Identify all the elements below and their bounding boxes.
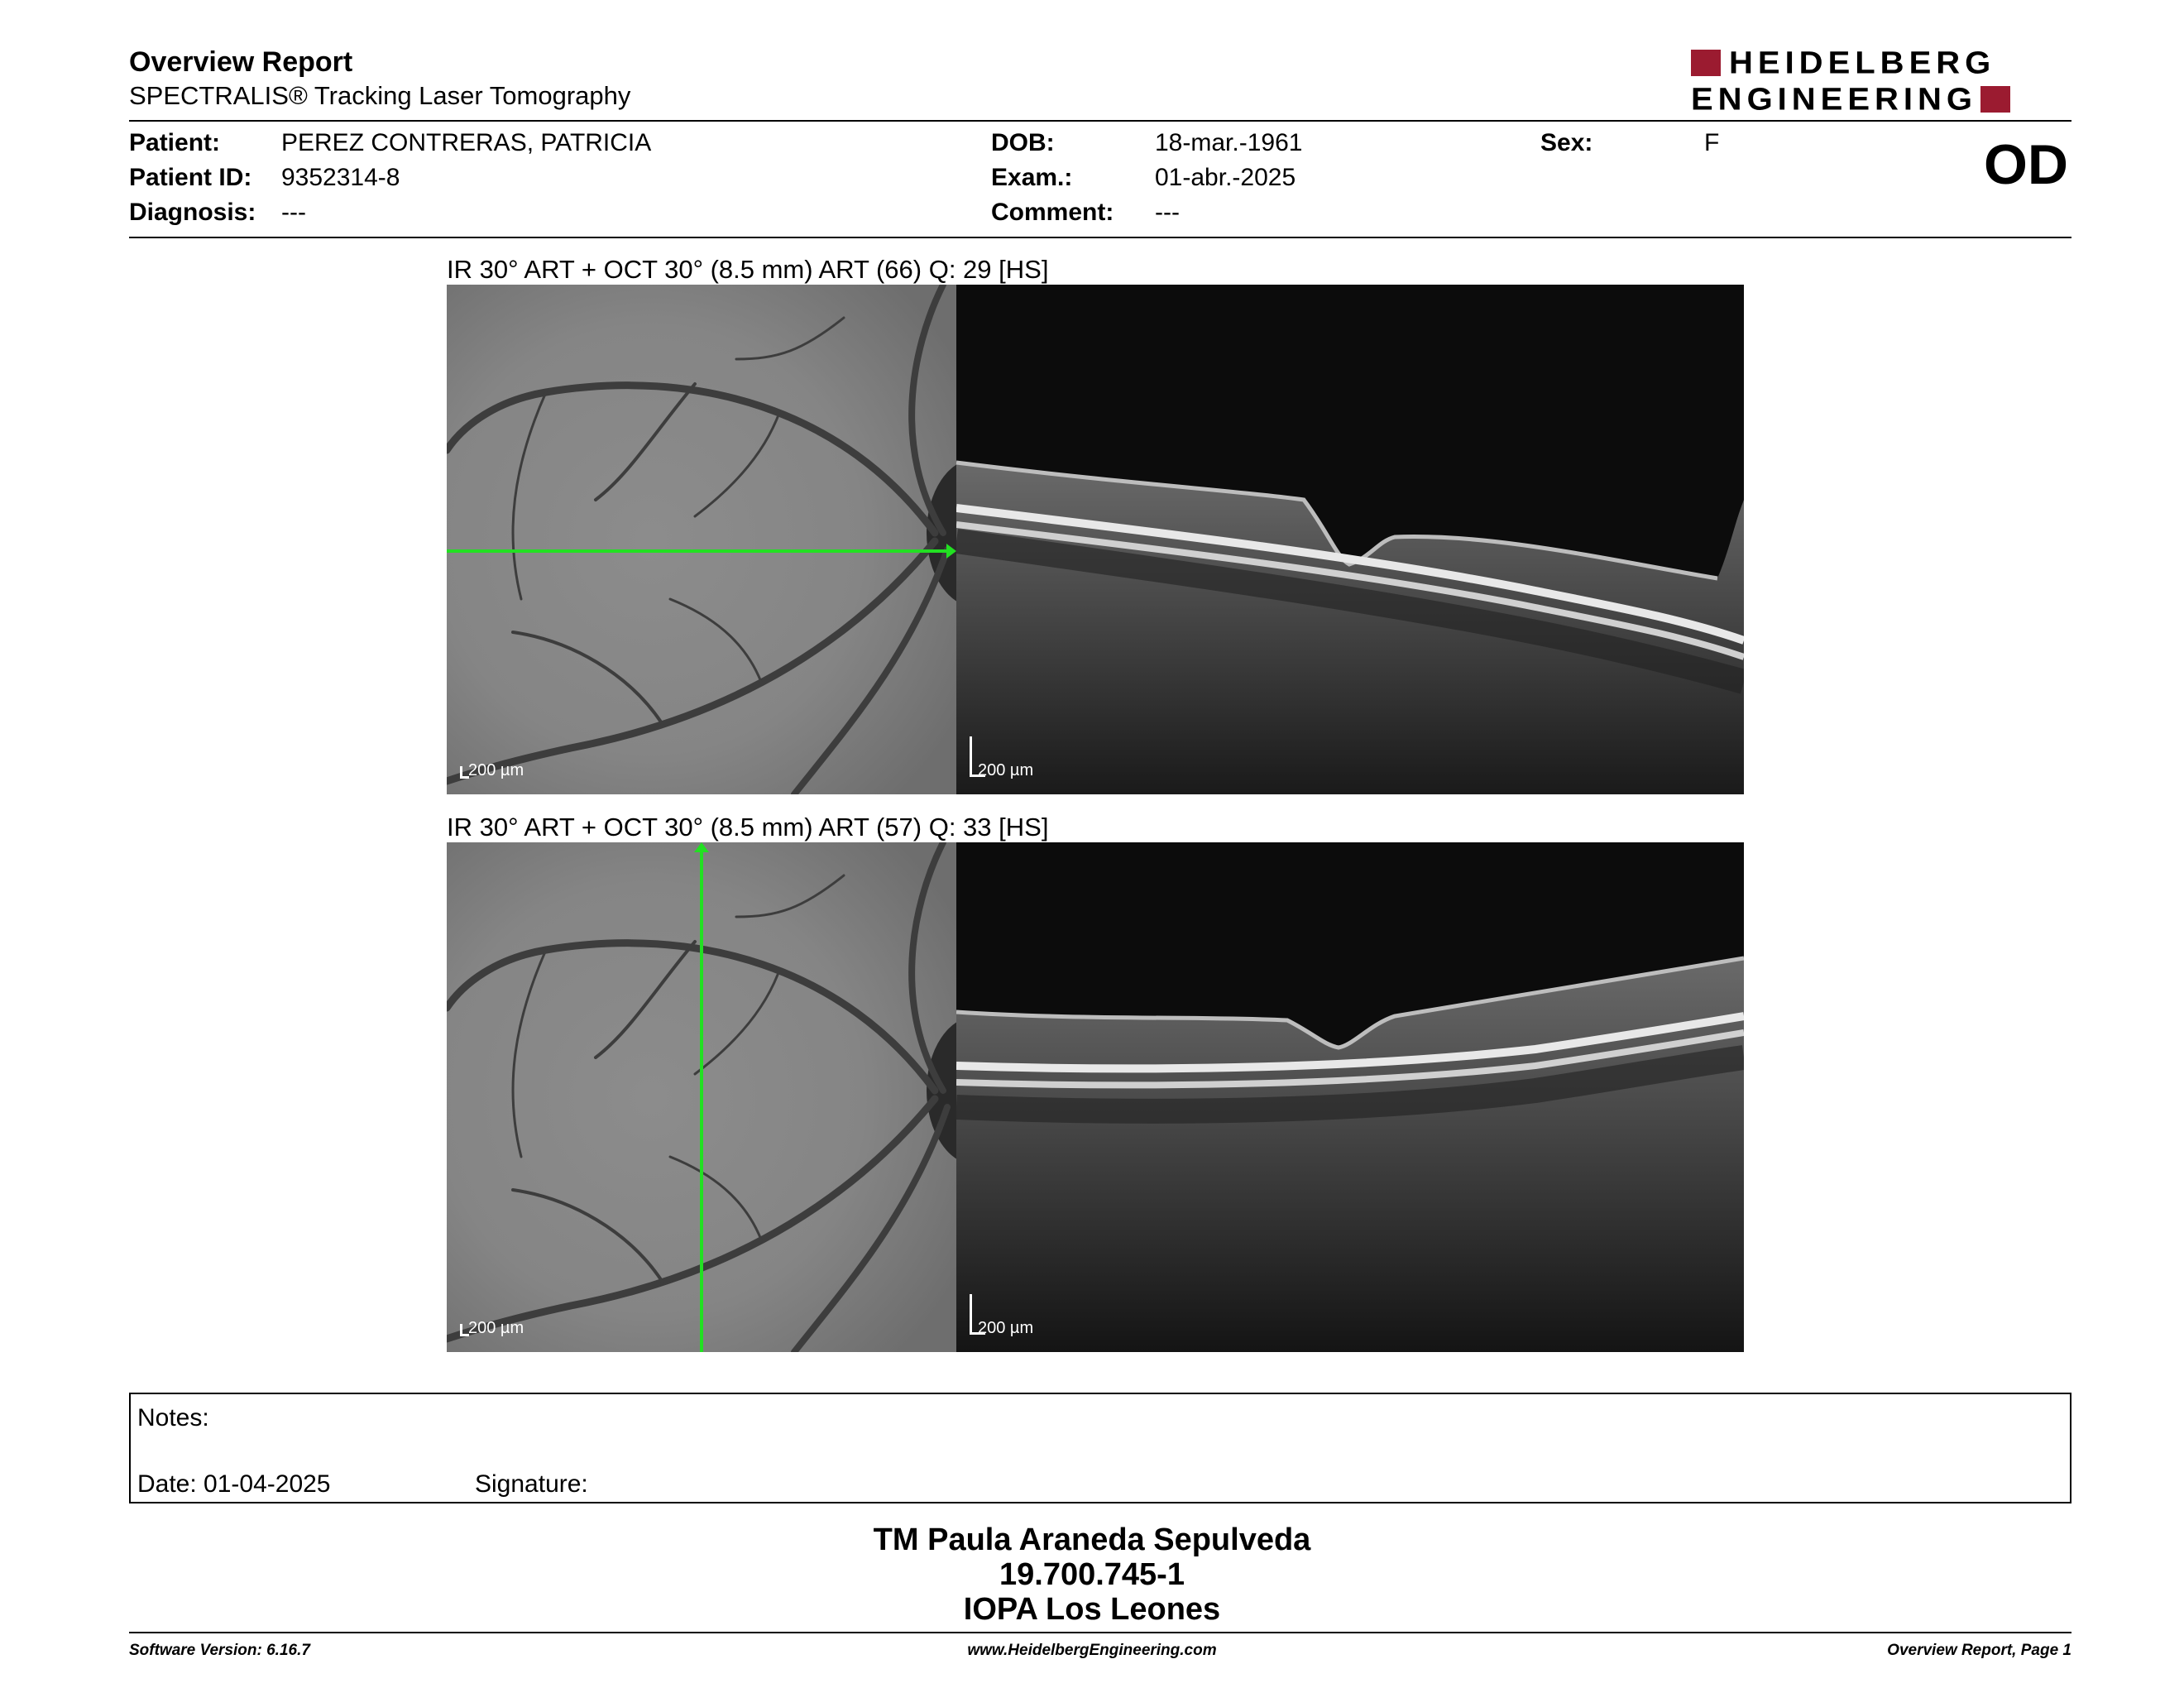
date-label: Date: 01-04-2025 — [137, 1470, 331, 1498]
software-version: Software Version: 6.16.7 — [129, 1642, 310, 1659]
signatory-name: TM Paula Araneda Sepulveda — [873, 1523, 1311, 1557]
scan-title: IR 30° ART + OCT 30° (8.5 mm) ART (57) Q: 33 [HS] — [447, 813, 1049, 842]
dob-label: DOB: — [991, 129, 1055, 156]
heidelberg-logo — [1691, 46, 2071, 116]
oct-scale-label: 200 µm — [978, 1319, 1034, 1337]
info-divider — [129, 237, 2071, 238]
dob-value: 18-mar.-1961 — [1155, 129, 1303, 156]
report-title: Overview Report — [129, 46, 353, 78]
diagnosis-value: --- — [281, 199, 306, 226]
ir-scale-label: 200 µm — [468, 761, 524, 779]
ir-scale-label: 200 µm — [468, 1319, 524, 1337]
header-divider — [129, 120, 2071, 122]
logo-red-box-icon — [1980, 86, 2010, 113]
oct-bscan-image — [956, 842, 1744, 1352]
signatory-id: 19.700.745-1 — [999, 1557, 1185, 1592]
website-link[interactable]: www.HeidelbergEngineering.com — [967, 1642, 1217, 1659]
ir-fundus-image — [447, 842, 956, 1352]
patient-id-label: Patient ID: — [129, 164, 252, 191]
sex-label: Sex: — [1540, 129, 1593, 156]
logo-red-box-icon — [1691, 50, 1721, 76]
page-indicator: Overview Report, Page 1 — [1887, 1642, 2071, 1659]
signatory-institution: IOPA Los Leones — [963, 1592, 1221, 1627]
notes-label: Notes: — [137, 1404, 209, 1431]
eye-indicator: OD — [1984, 133, 2068, 196]
footer-divider — [129, 1632, 2071, 1633]
ir-fundus-image — [447, 285, 956, 794]
logo-line2: ENGINEERING — [1691, 82, 1978, 117]
patient-name: PEREZ CONTRERAS, PATRICIA — [281, 129, 652, 156]
exam-label: Exam.: — [991, 164, 1073, 191]
signature-label: Signature: — [475, 1470, 588, 1498]
comment-label: Comment: — [991, 199, 1114, 226]
oct-bscan-image — [956, 285, 1744, 794]
sex-value: F — [1704, 129, 1720, 156]
notes-box — [129, 1393, 2071, 1503]
scan-title: IR 30° ART + OCT 30° (8.5 mm) ART (66) Q: 29 [HS] — [447, 255, 1049, 284]
patient-label: Patient: — [129, 129, 221, 156]
oct-scale-label: 200 µm — [978, 761, 1034, 779]
comment-value: --- — [1155, 199, 1180, 226]
report-subtitle: SPECTRALIS® Tracking Laser Tomography — [129, 81, 631, 110]
logo-line1: HEIDELBERG — [1729, 46, 1996, 80]
diagnosis-label: Diagnosis: — [129, 199, 256, 226]
patient-id: 9352314-8 — [281, 164, 400, 191]
exam-value: 01-abr.-2025 — [1155, 164, 1296, 191]
